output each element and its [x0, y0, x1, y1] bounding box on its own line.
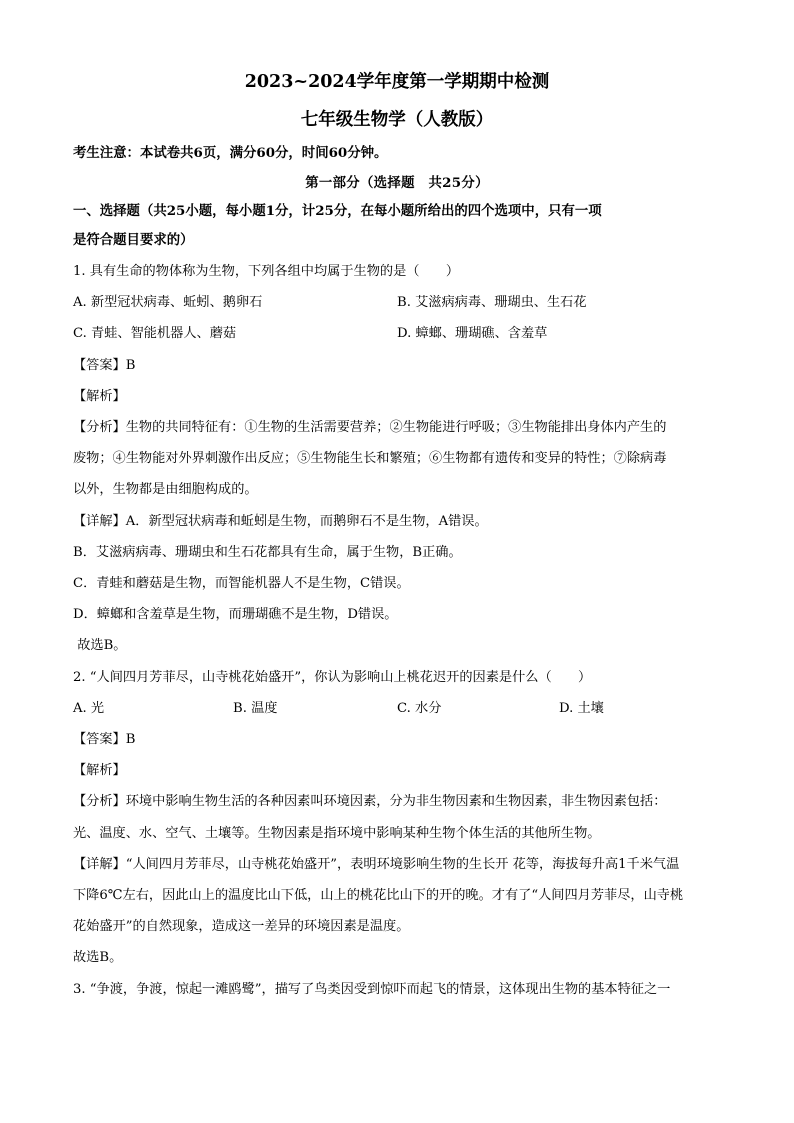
exam-title: 2023~2024学年度第一学期期中检测	[244, 72, 550, 92]
question-stem: 3. “争渡，争渡，惊起一滩鸥鹭”，描写了鸟类因受到惊吓而起飞的情景，这体现出生物的基本特征之一	[73, 981, 671, 997]
option-d: D. 蟑螂、珊瑚礁、含羞草	[397, 326, 548, 342]
section-heading-line: 一、选择题（共25小题，每小题1分，计25分，在每小题所给出的四个选项中，只有一项	[73, 203, 602, 219]
question-1	[73, 256, 721, 662]
question-2	[73, 662, 721, 974]
option-d: D. 土壤	[559, 700, 604, 716]
options-row	[73, 287, 721, 318]
analysis-label: 【解析】	[73, 763, 126, 779]
detail-text: B．艾滋病病毒、珊瑚虫和生石花都具有生命，属于生物，B正确。	[73, 544, 462, 560]
analysis-text: 【分析】环境中影响生物生活的各种因素叫环境因素，分为非生物因素和生物因素，非生物因素包括：	[73, 794, 667, 810]
answer: 【答案】B	[73, 357, 136, 373]
analysis-text: 光、温度、水、空气、土壤等。生物因素是指环境中影响某种生物个体生活的其他所生物。	[73, 825, 601, 841]
section-heading	[73, 196, 721, 256]
conclusion: 故选B。	[73, 638, 127, 654]
question-3	[73, 974, 721, 1005]
options-row	[73, 318, 721, 349]
option-b: B. 温度	[233, 700, 278, 716]
analysis-text: 以外，生物都是由细胞构成的。	[73, 482, 258, 498]
detail-text: D．蟑螂和含羞草是生物，而珊瑚礁不是生物，D错误。	[73, 607, 398, 623]
answer: 【答案】B	[73, 732, 136, 747]
exam-page	[73, 70, 721, 1005]
option-c: C. 青蛙、智能机器人、蘑菇	[73, 326, 237, 342]
analysis-label: 【解析】	[73, 388, 126, 404]
detail-text: 下降6℃左右，因此山上的温度比山下低，山上的桃花比山下的开的晚。才有了“人间四月芳菲尽，山寺桃	[73, 888, 684, 904]
option-c: C. 水分	[397, 700, 442, 716]
exam-subtitle: 七年级生物学（人教版）	[300, 110, 494, 130]
option-a: A. 新型冠状病毒、蚯蚓、鹅卵石	[73, 295, 263, 311]
option-b: B. 艾滋病病毒、珊瑚虫、生石花	[397, 295, 587, 311]
part-heading: 第一部分（选择题 共25分）	[305, 175, 489, 191]
analysis-text: 【分析】生物的共同特征有：①生物的生活需要营养；②生物能进行呼吸；③生物能排出身体内产生的	[73, 419, 667, 435]
section-heading-line: 是符合题目要求的）	[73, 232, 194, 248]
detail-text: 【详解】“人间四月芳菲尽，山寺桃花始盛开”，表明环境影响生物的生长开 花等，海拔每升高1千米气温	[73, 856, 680, 872]
conclusion: 故选B。	[73, 950, 123, 966]
detail-text: 花始盛开”的自然现象，造成这一差异的环境因素是温度。	[73, 919, 410, 935]
detail-text: C．青蛙和蘑菇是生物，而智能机器人不是生物，C错误。	[73, 576, 410, 591]
question-stem: 1. 具有生命的物体称为生物，下列各组中均属于生物的是（ ）	[73, 264, 460, 279]
detail-text: 【详解】A．新型冠状病毒和蚯蚓是生物，而鹅卵石不是生物，A错误。	[73, 513, 488, 529]
options-row	[73, 693, 721, 724]
question-stem: 2. “人间四月芳菲尽，山寺桃花始盛开”，你认为影响山上桃花迟开的因素是什么（ ）	[73, 669, 592, 685]
analysis-text: 废物；④生物能对外界刺激作出反应；⑤生物能生长和繁殖；⑥生物都有遗传和变异的特性；⑦除病毒	[73, 451, 667, 467]
candidate-notice: 考生注意：本试卷共6页，满分60分，时间60分钟。	[73, 145, 388, 161]
option-a: A. 光	[73, 700, 105, 716]
